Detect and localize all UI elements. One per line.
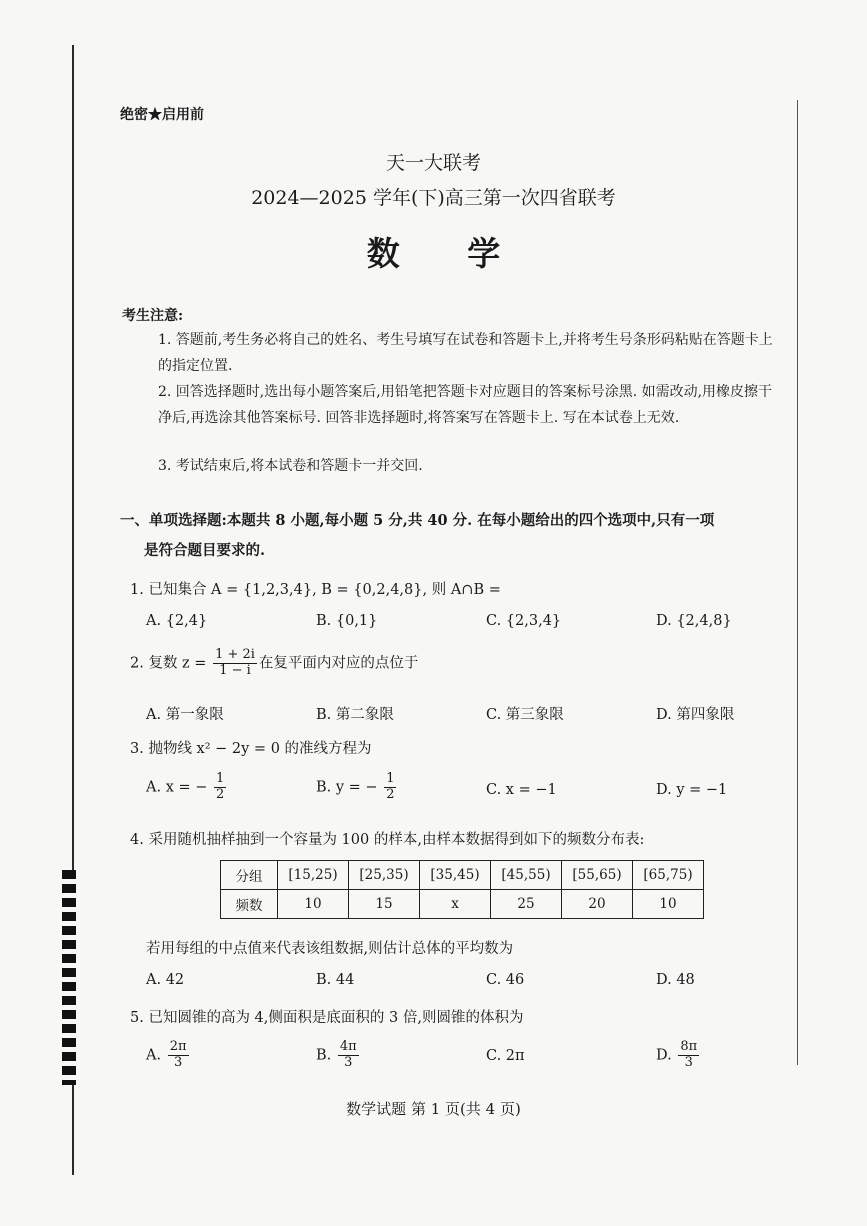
q5-option-b-numerator: 4π (339, 1039, 357, 1054)
table-cell: 分组 (221, 861, 278, 890)
q4-followup: 若用每组的中点值来代表该组数据,则估计总体的平均数为 (146, 941, 514, 957)
section-heading-line1: 一、单项选择题:本题共 8 小题,每小题 5 分,共 40 分. 在每小题给出的四个选项中,只有一项 (120, 512, 715, 529)
q5-option-a (146, 1040, 191, 1071)
q2-fraction-numerator: 1 + 2i (215, 647, 255, 662)
q2-fraction (213, 648, 257, 679)
confidential-label: 绝密★启用前 (120, 107, 204, 123)
q5-option-d-denominator: 3 (684, 1054, 693, 1070)
q2-stem (130, 648, 418, 679)
q3-option-a (146, 772, 228, 803)
q4-option-c: C. 46 (486, 972, 525, 988)
table-cell: [55,65) (562, 861, 633, 890)
q2-option-c: C. 第三象限 (486, 707, 564, 723)
q5-option-a-denominator: 3 (173, 1054, 183, 1070)
q2-option-d: D. 第四象限 (656, 707, 735, 723)
table-cell: 10 (633, 890, 704, 919)
q4-option-b: B. 44 (316, 972, 355, 988)
table-row (221, 861, 704, 890)
q2-fraction-denominator: 1 − i (219, 662, 251, 678)
q3-option-c: C. x = −1 (486, 782, 557, 798)
section-heading-line2: 是符合题目要求的. (144, 542, 266, 559)
q2-prefix: 2. 复数 z = (130, 655, 207, 672)
table-cell: [25,35) (349, 861, 420, 890)
q4-option-d: D. 48 (656, 972, 695, 988)
q3-option-b-denominator: 2 (386, 786, 395, 802)
exam-title: 2024—2025 学年(下)高三第一次四省联考 (251, 187, 616, 209)
q5-option-a-fraction (168, 1040, 189, 1071)
q5-option-b-fraction (338, 1040, 359, 1071)
q2-suffix: 在复平面内对应的点位于 (258, 655, 419, 672)
q5-option-d-numerator: 8π (680, 1039, 698, 1054)
subject-title: 数 学 (366, 234, 529, 273)
q5-option-b-denominator: 3 (344, 1054, 353, 1070)
notice-item-3: 3. 考试结束后,将本试卷和答题卡一并交回. (158, 458, 423, 474)
notice-title: 考生注意: (122, 308, 184, 324)
q3-option-a-fraction (214, 772, 226, 803)
q2-option-b: B. 第二象限 (316, 707, 394, 723)
q5-stem: 5. 已知圆锥的高为 4,侧面积是底面积的 3 倍,则圆锥的体积为 (130, 1010, 524, 1026)
q3-option-b-numerator: 1 (386, 771, 395, 786)
page-footer: 数学试题 第 1 页(共 4 页) (346, 1100, 521, 1118)
q1-option-a: A. {2,4} (146, 613, 208, 629)
table-cell: [35,45) (420, 861, 491, 890)
q3-option-b (316, 772, 398, 803)
notice-item-2: 2. 回答选择题时,选出每小题答案后,用铅笔把答题卡对应题目的答案标号涂黑. 如需改动,用橡皮擦干净后,再选涂其他答案标号. 回答非选择题时,将答案写在答题卡上. 写在本试卷上无效. (158, 384, 773, 426)
frequency-table (220, 860, 704, 919)
q3-option-d: D. y = −1 (656, 782, 728, 798)
q2-option-a: A. 第一象限 (146, 707, 224, 723)
q3-option-b-prefix: B. y = − (316, 779, 378, 796)
q1-option-c: C. {2,3,4} (486, 613, 562, 629)
q3-option-a-prefix: A. x = − (146, 779, 208, 796)
table-cell: 频数 (221, 890, 278, 919)
q3-option-b-fraction (384, 772, 396, 803)
table-cell: 20 (562, 890, 633, 919)
exam-organizer: 天一大联考 (385, 152, 481, 174)
q1-option-d: D. {2,4,8} (656, 613, 732, 629)
q5-option-b (316, 1040, 361, 1071)
table-cell: [65,75) (633, 861, 704, 890)
q4-stem: 4. 采用随机抽样抽到一个容量为 100 的样本,由样本数据得到如下的频数分布表: (130, 832, 645, 848)
q1-option-b: B. {0,1} (316, 613, 378, 629)
table-cell: [45,55) (491, 861, 562, 890)
q1-stem: 1. 已知集合 A = {1,2,3,4}, B = {0,2,4,8}, 则 A∩B = (130, 582, 501, 598)
q5-option-d-prefix: D. (656, 1047, 672, 1064)
table-row (221, 890, 704, 919)
table-cell: x (420, 890, 491, 919)
binding-strip (62, 870, 76, 1085)
notice-item-1: 1. 答题前,考生务必将自己的姓名、考生号填写在试卷和答题卡上,并将考生号条形码粘贴在答题卡上的指定位置. (158, 332, 773, 374)
q5-option-a-prefix: A. (146, 1047, 162, 1064)
q5-option-b-prefix: B. (316, 1047, 332, 1064)
q5-option-c: C. 2π (486, 1048, 525, 1064)
table-cell: 10 (278, 890, 349, 919)
table-cell: 15 (349, 890, 420, 919)
section-heading (120, 506, 780, 566)
q5-option-d-fraction (678, 1040, 699, 1071)
q5-option-d (656, 1040, 701, 1071)
table-cell: 25 (491, 890, 562, 919)
q3-option-a-numerator: 1 (216, 771, 225, 786)
q3-option-a-denominator: 2 (216, 786, 225, 802)
q5-option-a-numerator: 2π (169, 1039, 187, 1054)
table-cell: [15,25) (278, 861, 349, 890)
q4-option-a: A. 42 (146, 972, 185, 988)
q3-stem: 3. 抛物线 x² − 2y = 0 的准线方程为 (130, 741, 372, 757)
